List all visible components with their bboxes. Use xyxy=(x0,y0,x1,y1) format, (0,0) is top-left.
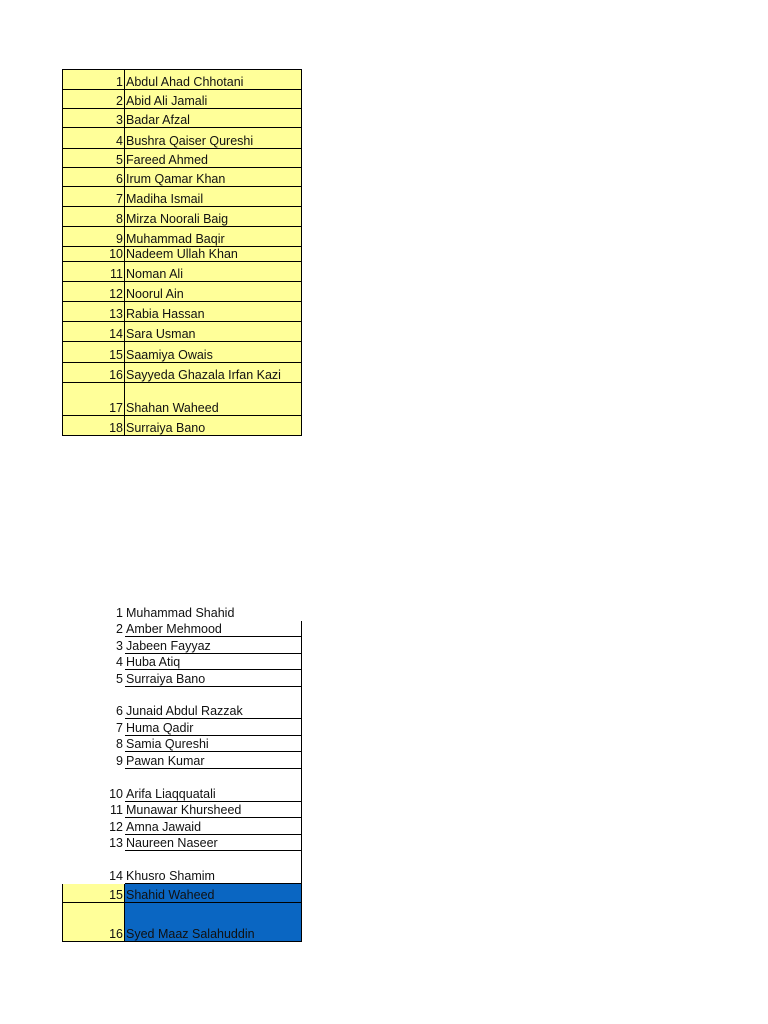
row-name[interactable]: Nadeem Ullah Khan xyxy=(125,247,302,262)
row-name[interactable]: Noorul Ain xyxy=(125,282,302,302)
row-number[interactable]: 4 xyxy=(116,655,123,669)
row-name[interactable]: Amna Jawaid xyxy=(125,818,302,835)
row-number[interactable]: 1 xyxy=(63,70,125,90)
table-row xyxy=(63,302,302,322)
row-name[interactable]: Samia Qureshi xyxy=(125,736,302,752)
row-name[interactable]: Huma Qadir xyxy=(125,719,302,736)
row-name[interactable]: Noman Ali xyxy=(125,262,302,282)
table-row xyxy=(63,719,302,736)
row-name[interactable]: Sara Usman xyxy=(125,322,302,342)
table-row xyxy=(63,227,302,247)
row-name[interactable]: Muhammad Shahid xyxy=(126,606,235,620)
row-name[interactable]: Muhammad Baqir xyxy=(125,227,302,247)
row-number[interactable]: 11 xyxy=(110,803,123,817)
row-name[interactable]: Munawar Khursheed xyxy=(125,802,302,818)
row-name[interactable]: Khusro Shamim xyxy=(125,851,302,884)
row-number[interactable]: 6 xyxy=(116,704,123,718)
table-row xyxy=(63,736,302,752)
row-name[interactable]: Abid Ali Jamali xyxy=(125,90,302,109)
row-number[interactable]: 18 xyxy=(63,416,125,436)
table-row xyxy=(63,90,302,109)
table-row xyxy=(63,604,302,621)
row-number[interactable]: 3 xyxy=(63,109,125,128)
row-number[interactable]: 8 xyxy=(63,207,125,227)
row-number[interactable]: 9 xyxy=(63,227,125,247)
row-number[interactable]: 7 xyxy=(116,721,123,735)
row-number[interactable]: 11 xyxy=(63,262,125,282)
table-row xyxy=(63,342,302,363)
table-row xyxy=(63,247,302,262)
row-name[interactable]: Syed Maaz Salahuddin xyxy=(125,903,302,942)
row-number[interactable]: 12 xyxy=(109,820,123,834)
row-name[interactable]: Arifa Liaqquatali xyxy=(125,769,302,802)
row-number[interactable]: 16 xyxy=(63,363,125,383)
row-number[interactable]: 12 xyxy=(63,282,125,302)
table-row xyxy=(63,769,302,802)
table-row xyxy=(63,363,302,383)
row-number[interactable]: 7 xyxy=(63,187,125,207)
row-name[interactable]: Badar Afzal xyxy=(125,109,302,128)
row-number[interactable]: 2 xyxy=(116,622,123,636)
row-number[interactable]: 13 xyxy=(109,836,123,850)
table-row xyxy=(63,187,302,207)
table-row xyxy=(63,322,302,342)
row-number[interactable]: 17 xyxy=(63,383,125,416)
table-row xyxy=(63,207,302,227)
table-row xyxy=(63,168,302,187)
row-number[interactable]: 10 xyxy=(63,247,125,262)
table-row xyxy=(63,282,302,302)
row-number[interactable]: 5 xyxy=(116,672,123,686)
row-name[interactable]: Sayyeda Ghazala Irfan Kazi xyxy=(125,363,302,383)
row-name[interactable]: Abdul Ahad Chhotani xyxy=(125,70,302,90)
row-number[interactable]: 14 xyxy=(109,869,123,883)
row-name[interactable]: Surraiya Bano xyxy=(125,670,302,687)
row-name[interactable]: Huba Atiq xyxy=(125,654,302,670)
row-name[interactable]: Fareed Ahmed xyxy=(125,149,302,168)
row-number[interactable]: 15 xyxy=(63,884,125,903)
table-row xyxy=(63,109,302,128)
row-name[interactable]: Shahan Waheed xyxy=(125,383,302,416)
row-number[interactable]: 2 xyxy=(63,90,125,109)
row-name[interactable]: Naureen Naseer xyxy=(125,835,302,851)
row-name[interactable]: Bushra Qaiser Qureshi xyxy=(125,128,302,149)
table-row xyxy=(63,670,302,687)
table-row xyxy=(63,903,302,942)
row-name[interactable]: Irum Qamar Khan xyxy=(125,168,302,187)
row-number[interactable]: 3 xyxy=(116,639,123,653)
row-number[interactable]: 8 xyxy=(116,737,123,751)
table-row xyxy=(63,70,302,90)
row-name[interactable]: Shahid Waheed xyxy=(125,884,302,903)
table-row xyxy=(63,818,302,835)
table-row xyxy=(63,802,302,818)
table-row xyxy=(63,262,302,282)
table-row xyxy=(63,416,302,436)
row-name[interactable]: Rabia Hassan xyxy=(125,302,302,322)
row-name[interactable]: Mirza Noorali Baig xyxy=(125,207,302,227)
table-row xyxy=(63,687,302,719)
table-row xyxy=(63,752,302,769)
table-row xyxy=(63,637,302,654)
row-number[interactable]: 13 xyxy=(63,302,125,322)
name-list-table-2 xyxy=(62,603,302,942)
row-number[interactable]: 10 xyxy=(109,787,123,801)
table-row xyxy=(63,654,302,670)
row-name[interactable]: Pawan Kumar xyxy=(125,752,302,769)
row-name[interactable]: Jabeen Fayyaz xyxy=(125,637,302,654)
row-number[interactable]: 9 xyxy=(116,754,123,768)
row-name[interactable]: Amber Mehmood xyxy=(125,621,302,637)
table-row xyxy=(63,835,302,851)
row-name[interactable]: Surraiya Bano xyxy=(125,416,302,436)
table-row xyxy=(63,884,302,903)
table-row xyxy=(63,851,302,884)
row-name[interactable]: Madiha Ismail xyxy=(125,187,302,207)
row-number[interactable]: 14 xyxy=(63,322,125,342)
table-row xyxy=(63,621,302,637)
table-row xyxy=(63,383,302,416)
name-list-table-1 xyxy=(62,69,302,436)
row-name[interactable]: Junaid Abdul Razzak xyxy=(125,687,302,719)
row-name[interactable]: Saamiya Owais xyxy=(125,342,302,363)
row-number[interactable]: 1 xyxy=(116,606,123,620)
row-number[interactable]: 16 xyxy=(63,903,125,942)
table-row xyxy=(63,149,302,168)
row-number[interactable]: 6 xyxy=(63,168,125,187)
row-number[interactable]: 15 xyxy=(63,342,125,363)
row-number[interactable]: 4 xyxy=(63,128,125,149)
row-number[interactable]: 5 xyxy=(63,149,125,168)
table-row xyxy=(63,128,302,149)
